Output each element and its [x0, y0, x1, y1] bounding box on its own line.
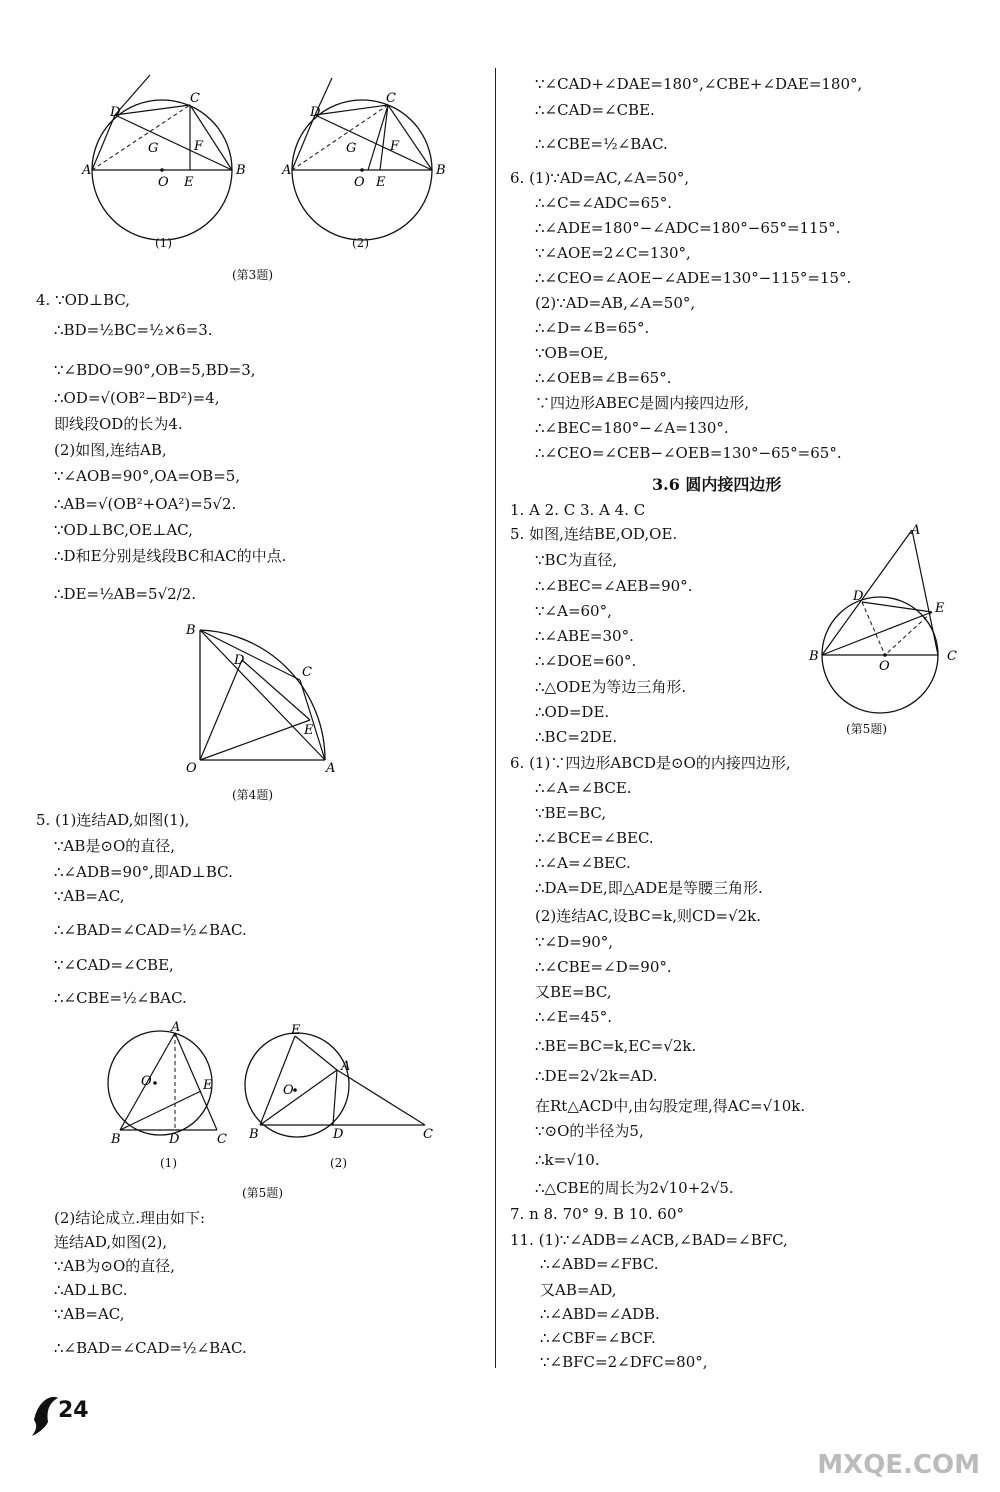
svg-text:D: D: [169, 1132, 180, 1147]
right-line-25: 6. (1)∵四边形ABCD是⊙O的内接四边形,: [510, 754, 791, 772]
fig5-sub1-caption: (1): [160, 1156, 177, 1170]
svg-text:O: O: [354, 175, 365, 190]
svg-text:B: B: [236, 163, 246, 178]
left-line-13: ∴∠ADB=90°,即AD⊥BC.: [54, 863, 233, 881]
right-line-36: ∴BE=BC=k,EC=√2k.: [535, 1037, 697, 1055]
right-line-9: ∴∠D=∠B=65°.: [535, 319, 650, 337]
fig3-sub1-caption: (1): [155, 236, 172, 250]
svg-text:O: O: [879, 659, 890, 674]
svg-text:C: C: [423, 1127, 433, 1142]
svg-text:D: D: [310, 105, 321, 120]
right-line-46: ∴∠ABD=∠ADB.: [540, 1305, 660, 1323]
right-line-22: ∴△ODE为等边三角形.: [535, 678, 687, 696]
svg-text:B: B: [249, 1127, 259, 1142]
right-line-16: 5. 如图,连结BE,OD,OE.: [510, 525, 678, 543]
right-line-23: ∴OD=DE.: [535, 703, 610, 721]
fig3-caption: (第3题): [232, 268, 273, 282]
right-line-3: 6. (1)∵AD=AC,∠A=50°,: [510, 169, 690, 187]
right-line-30: ∴DA=DE,即△ADE是等腰三角形.: [535, 879, 763, 897]
svg-text:O: O: [283, 1083, 294, 1098]
svg-text:O: O: [141, 1074, 152, 1089]
right-line-32: ∵∠D=90°,: [535, 933, 614, 951]
left-line-9: ∴D和E分别是线段BC和AC的中点.: [54, 547, 287, 565]
right-line-5: ∴∠ADE=180°−∠ADC=180°−65°=115°.: [535, 219, 841, 237]
right-line-48: ∵∠BFC=2∠DFC=80°,: [540, 1353, 708, 1371]
right-line-12: ∵四边形ABEC是圆内接四边形,: [535, 394, 750, 412]
right-line-42: 7. n 8. 70° 9. B 10. 60°: [510, 1205, 685, 1223]
svg-text:B: B: [809, 649, 819, 664]
right-line-37: ∴DE=2√2k=AD.: [535, 1067, 658, 1085]
section-heading: 3.6 圆内接四边形: [652, 475, 782, 494]
right-line-41: ∴△CBE的周长为2√10+2√5.: [535, 1179, 734, 1197]
right-line-40: ∴k=√10.: [535, 1151, 600, 1169]
left-line-0: 4. ∵OD⊥BC,: [36, 291, 131, 309]
svg-text:G: G: [148, 141, 159, 156]
right-line-24: ∴BC=2DE.: [535, 728, 618, 746]
right-line-14: ∴∠CEO=∠CEB−∠OEB=130°−65°=65°.: [535, 444, 842, 462]
right-line-20: ∴∠ABE=30°.: [535, 627, 634, 645]
right-line-19: ∵∠A=60°,: [535, 602, 612, 620]
svg-text:C: C: [190, 91, 200, 106]
right-line-6: ∵∠AOE=2∠C=130°,: [535, 244, 691, 262]
svg-text:C: C: [217, 1132, 227, 1147]
svg-text:E: E: [304, 723, 314, 738]
svg-text:B: B: [436, 163, 446, 178]
left-line-15: ∴∠BAD=∠CAD=½∠BAC.: [54, 921, 247, 939]
left-line-20: ∵AB为⊙O的直径,: [54, 1257, 176, 1275]
left-line-17: ∴∠CBE=½∠BAC.: [54, 989, 187, 1007]
right-line-8: (2)∵AD=AB,∠A=50°,: [535, 294, 696, 312]
svg-text:E: E: [184, 175, 194, 190]
fig5-left-caption: (第5题): [242, 1186, 283, 1200]
dolphin-logo-icon: [30, 1390, 60, 1440]
figure-5-2: [245, 1023, 445, 1150]
svg-text:A: A: [911, 523, 921, 538]
right-line-35: ∴∠E=45°.: [535, 1008, 612, 1026]
figure-3-1: [82, 70, 250, 250]
left-line-23: ∴∠BAD=∠CAD=½∠BAC.: [54, 1339, 247, 1357]
right-line-45: 又AB=AD,: [540, 1281, 617, 1299]
svg-text:F: F: [194, 139, 204, 154]
figure-5-right: [809, 520, 975, 720]
right-line-17: ∵BC为直径,: [535, 551, 618, 569]
svg-text:A: A: [326, 761, 336, 776]
svg-text:E: E: [376, 175, 386, 190]
fig3-sub2-caption: (2): [352, 236, 369, 250]
right-line-33: ∴∠CBE=∠D=90°.: [535, 958, 672, 976]
right-line-34: 又BE=BC,: [535, 983, 612, 1001]
right-line-31: (2)连结AC,设BC=k,则CD=√2k.: [535, 907, 762, 925]
svg-text:D: D: [110, 105, 121, 120]
svg-text:D: D: [853, 589, 864, 604]
left-line-5: (2)如图,连结AB,: [54, 441, 167, 459]
right-line-43: 11. (1)∵∠ADB=∠ACB,∠BAD=∠BFC,: [510, 1231, 788, 1249]
right-line-10: ∵OB=OE,: [535, 344, 609, 362]
left-line-4: 即线段OD的长为4.: [54, 415, 183, 433]
left-line-2: ∵∠BDO=90°,OB=5,BD=3,: [54, 361, 256, 379]
left-line-19: 连结AD,如图(2),: [54, 1233, 168, 1251]
svg-text:D: D: [333, 1127, 344, 1142]
right-line-11: ∴∠OEB=∠B=65°.: [535, 369, 672, 387]
svg-text:D: D: [234, 653, 245, 668]
left-line-8: ∵OD⊥BC,OE⊥AC,: [54, 521, 193, 539]
svg-text:F: F: [390, 139, 400, 154]
svg-text:E: E: [203, 1078, 213, 1093]
column-divider: [495, 68, 496, 1368]
right-line-44: ∴∠ABD=∠FBC.: [540, 1255, 659, 1273]
right-line-1: ∴∠CAD=∠CBE.: [535, 101, 655, 119]
watermark: MXQE.COM: [817, 1450, 980, 1480]
left-line-3: ∴OD=√(OB²−BD²)=4,: [54, 389, 220, 407]
svg-text:E: E: [291, 1023, 301, 1038]
right-line-13: ∴∠BEC=180°−∠A=130°.: [535, 419, 729, 437]
left-line-22: ∵AB=AC,: [54, 1305, 125, 1323]
svg-text:O: O: [186, 761, 197, 776]
right-line-2: ∴∠CBE=½∠BAC.: [535, 135, 668, 153]
right-line-29: ∴∠A=∠BEC.: [535, 854, 631, 872]
left-line-11: 5. (1)连结AD,如图(1),: [36, 811, 190, 829]
svg-text:G: G: [346, 141, 357, 156]
fig5-right-caption: (第5题): [846, 722, 887, 736]
right-line-7: ∴∠CEO=∠AOE−∠ADE=130°−115°=15°.: [535, 269, 852, 287]
left-line-18: (2)结论成立.理由如下:: [54, 1209, 206, 1227]
svg-text:C: C: [302, 665, 312, 680]
fig4-caption: (第4题): [232, 788, 273, 802]
left-line-14: ∵AB=AC,: [54, 887, 125, 905]
right-line-38: 在Rt△ACD中,由勾股定理,得AC=√10k.: [535, 1097, 806, 1115]
left-line-1: ∴BD=½BC=½×6=3.: [54, 321, 213, 339]
left-line-12: ∵AB是⊙O的直径,: [54, 837, 176, 855]
left-line-6: ∵∠AOB=90°,OA=OB=5,: [54, 467, 241, 485]
svg-text:A: A: [341, 1059, 351, 1074]
left-line-16: ∵∠CAD=∠CBE,: [54, 956, 174, 974]
left-line-7: ∴AB=√(OB²+OA²)=5√2.: [54, 495, 237, 513]
svg-text:C: C: [947, 649, 957, 664]
svg-text:B: B: [111, 1132, 121, 1147]
left-line-10: ∴DE=½AB=5√2/2.: [54, 585, 197, 603]
svg-text:B: B: [186, 623, 196, 638]
figure-3-2: [282, 70, 450, 250]
left-line-21: ∴AD⊥BC.: [54, 1281, 128, 1299]
right-line-0: ∵∠CAD+∠DAE=180°,∠CBE+∠DAE=180°,: [535, 75, 863, 93]
right-line-18: ∴∠BEC=∠AEB=90°.: [535, 577, 693, 595]
svg-text:O: O: [158, 175, 169, 190]
svg-text:C: C: [386, 91, 396, 106]
svg-text:A: A: [82, 163, 92, 178]
svg-text:A: A: [171, 1020, 181, 1035]
svg-text:E: E: [935, 601, 945, 616]
right-line-26: ∴∠A=∠BCE.: [535, 779, 632, 797]
svg-text:A: A: [282, 163, 292, 178]
right-line-27: ∵BE=BC,: [535, 804, 607, 822]
right-line-47: ∴∠CBF=∠BCF.: [540, 1329, 656, 1347]
right-line-4: ∴∠C=∠ADC=65°.: [535, 194, 672, 212]
figure-5-1: [105, 1020, 245, 1150]
right-line-28: ∴∠BCE=∠BEC.: [535, 829, 654, 847]
page-number: 24: [58, 1398, 89, 1423]
right-line-39: ∵⊙O的半径为5,: [535, 1122, 644, 1140]
right-line-15: 1. A 2. C 3. A 4. C: [510, 501, 646, 519]
figure-4: [180, 620, 350, 780]
right-line-21: ∴∠DOE=60°.: [535, 652, 637, 670]
fig5-sub2-caption: (2): [330, 1156, 347, 1170]
